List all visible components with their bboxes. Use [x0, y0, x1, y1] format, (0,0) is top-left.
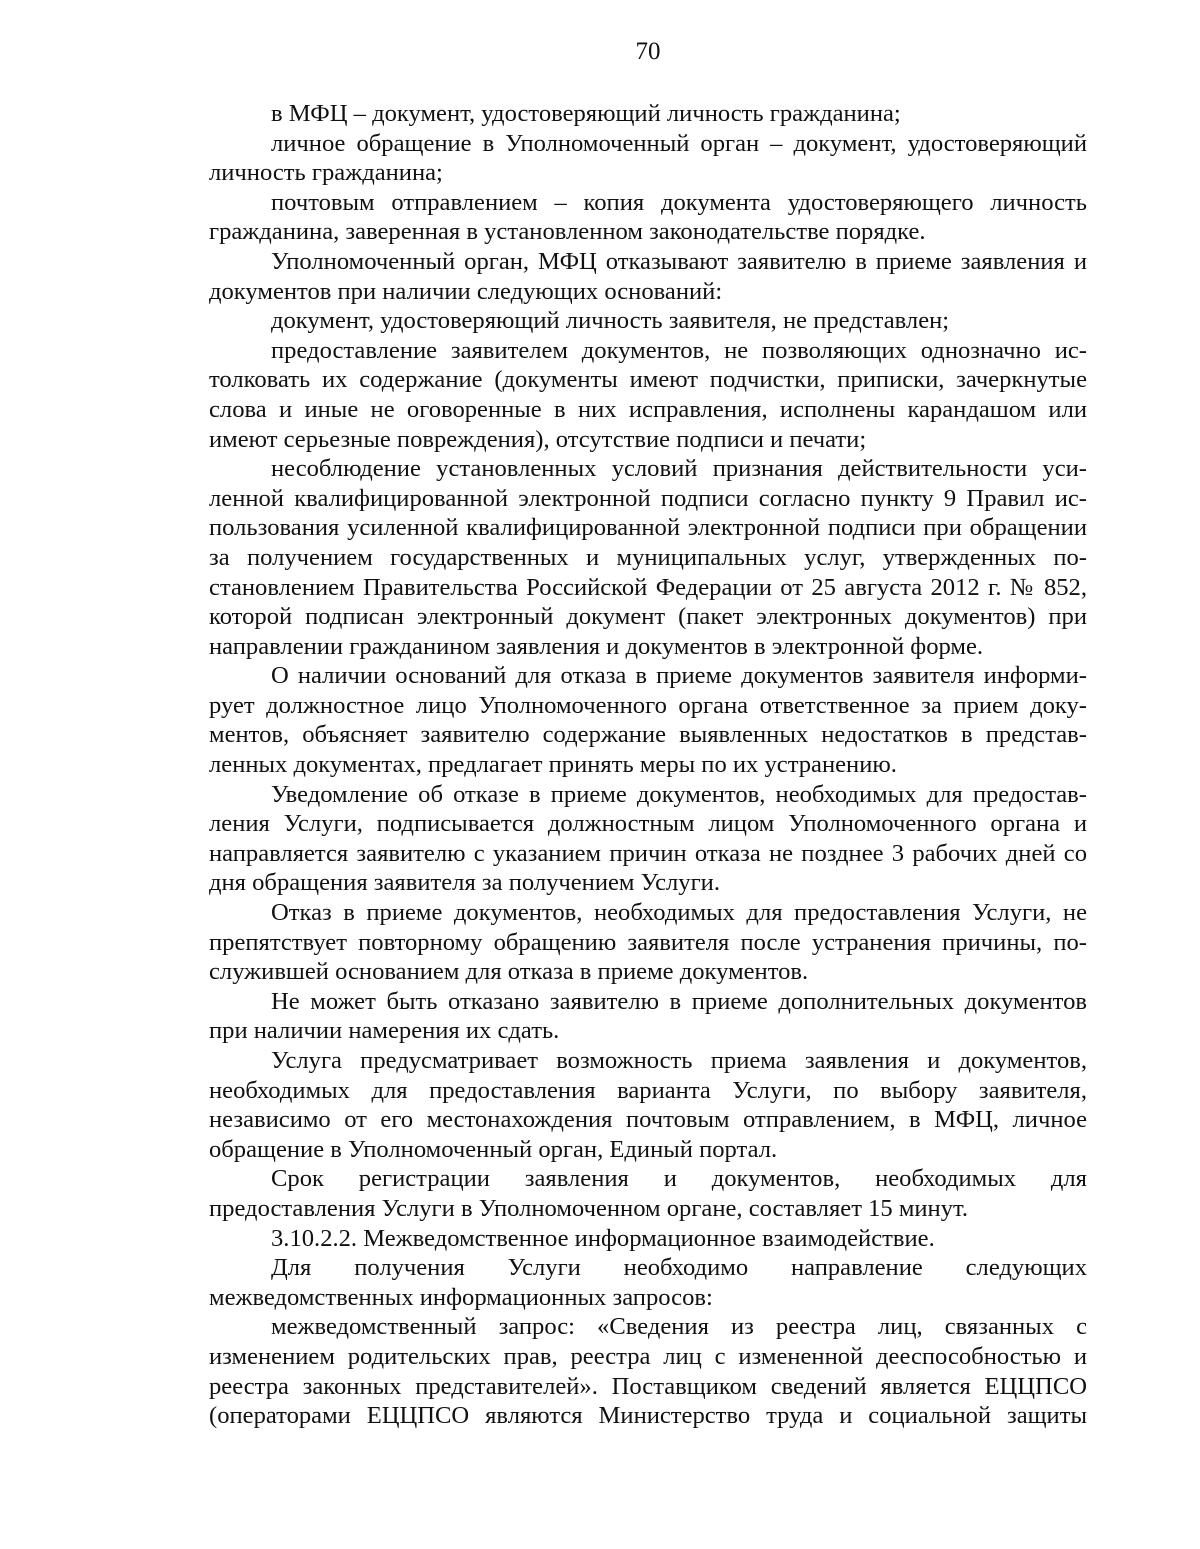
paragraph: 3.10.2.2. Межведомственное информационное взаимодействие. — [271, 1224, 935, 1252]
paragraph: О наличии оснований для отказа в приеме документов заявителя информирует должностное лицо Уполномоченного органа ответственное за прием документов, объясняет заявителю содержание выявленных недостатков в представленных документах, предлагает принять меры по их устранению. — [209, 662, 1087, 779]
paragraph: предоставление заявителем документов, не позволяющих однозначно истолковать их содержание (документы имеют подчистки, приписки, зачеркнутые слова и иные не оговоренные в них исправления, исполнены карандашом или имеют серьезные повреждения), отсутствие подписи и печати; — [209, 336, 1087, 453]
paragraph: личное обращение в Уполномоченный орган – документ, удостоверяющий личность гражданина; — [209, 129, 1087, 187]
paragraph: Отказ в приеме документов, необходимых для предоставления Услуги, не препятствует повторному обращению заявителя после устранения причины, послужившей основанием для отказа в приеме документов. — [209, 899, 1087, 986]
paragraph: Уведомление об отказе в приеме документов, необходимых для предоставления Услуги, подписывается должностным лицом Уполномоченного органа и направляется заявителю с указанием причин отказа не позднее 3 рабочих дней со дня обращения заявителя за получением Услуги. — [209, 780, 1087, 897]
document-body — [209, 99, 1087, 1431]
paragraph: несоблюдение установленных условий признания действительности усиленной квалифицированной электронной подписи согласно пункту 9 Правил использования усиленной квалифицированной электронной подписи при обращении за получением государственных и муниципальных услуг, утвержденных постановлением Правительства Российской Федерации от 25 августа 2012 г. № 852, которой подписан электронный документ (пакет электронных документов) при направлении гражданином заявления и документов в электронной форме. — [209, 455, 1087, 660]
page-number: 70 — [635, 38, 661, 65]
paragraph: Уполномоченный орган, МФЦ отказывают заявителю в приеме заявления и документов при наличии следующих оснований: — [209, 247, 1087, 305]
paragraph: в МФЦ – документ, удостоверяющий личность гражданина; — [271, 100, 901, 127]
paragraph: Для получения Услуги необходимо направление следующих межведомственных информационных запросов: — [209, 1254, 1087, 1311]
paragraph: документ, удостоверяющий личность заявителя, не представлен; — [271, 307, 950, 335]
paragraph: межведомственный запрос: «Сведения из реестра лиц, связанных с изменением родительских прав, реестра лиц с измененной дееспособностью и реестра законных представителей». Поставщиком сведений является ЕЦЦПСО (операторами ЕЦЦПСО являются Министерство труда и социальной защиты — [209, 1313, 1087, 1430]
paragraph: Услуга предусматривает возможность приема заявления и документов, необходимых для предоставления варианта Услуги, по выбору заявителя, независимо от его местонахождения почтовым отправлением, в МФЦ, личное обращение в Уполномоченный орган, Единый портал. — [209, 1047, 1087, 1163]
paragraph: почтовым отправлением – копия документа удостоверяющего личность гражданина, заверенная в установленном законодательстве порядке. — [209, 188, 1087, 246]
paragraph: Срок регистрации заявления и документов, необходимых для предоставления Услуги в Уполномоченном органе, составляет 15 минут. — [209, 1165, 1087, 1222]
paragraph: Не может быть отказано заявителю в приеме дополнительных документов при наличии намерения их сдать. — [209, 987, 1087, 1045]
